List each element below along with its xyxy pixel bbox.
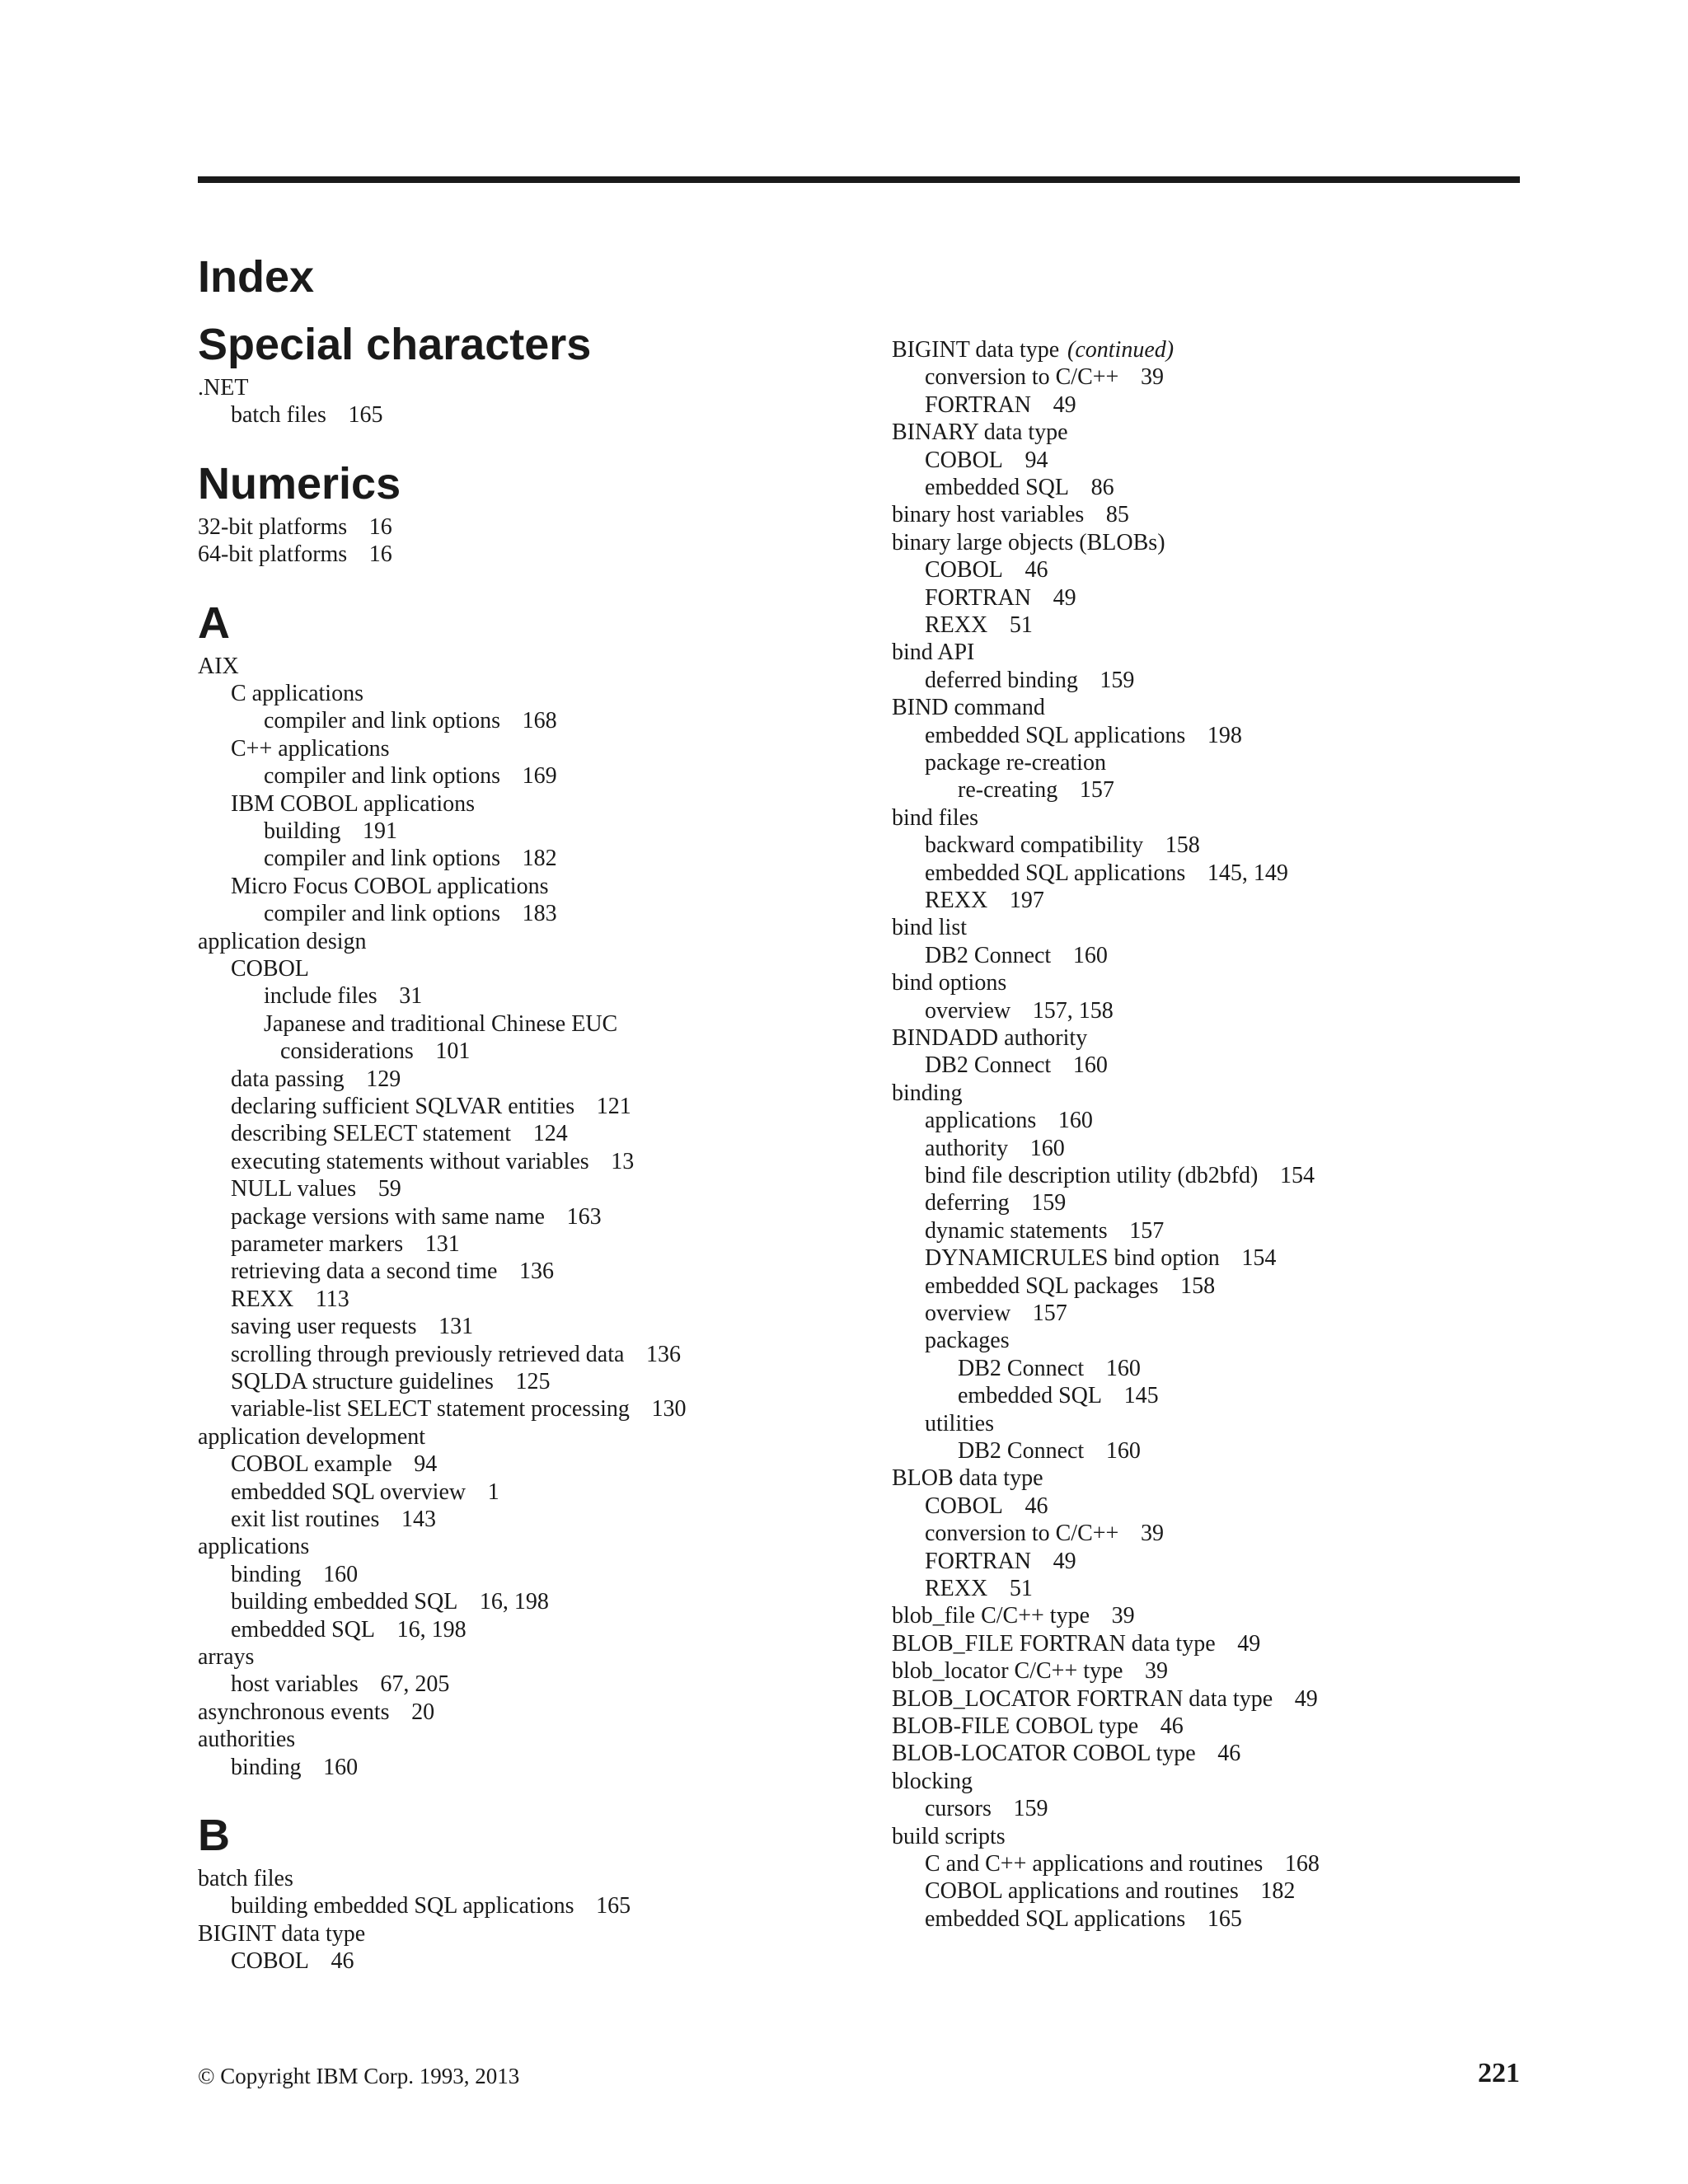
page-reference: 159 [1031,1190,1067,1216]
index-entry [892,1024,1087,1052]
index-entry [892,1630,1260,1658]
index-term: BIGINT data type [198,1920,366,1947]
page-reference: 158 [1180,1272,1216,1299]
index-subentry [925,1162,1315,1190]
index-term: .NET [198,375,249,401]
header-rule [198,176,1520,183]
index-subentry [280,1038,470,1066]
index-subentry [231,1148,634,1176]
index-term: compiler and link options [264,901,500,927]
index-term: REXX [925,1576,988,1601]
page-reference: 20 [411,1699,435,1725]
index-term: embedded SQL applications [925,860,1186,886]
index-subentry [925,1905,1242,1933]
index-term: bind list [892,915,968,941]
page-reference: 131 [424,1231,460,1257]
index-subentry [925,447,1048,475]
index-subentry [231,1671,449,1699]
page-reference: 157 [1129,1217,1165,1244]
index-term: bind API [892,640,975,666]
index-subentry [231,1286,349,1314]
index-entry [892,501,1129,529]
page-reference: 59 [377,1176,401,1202]
index-term: DB2 Connect [925,942,1052,968]
index-term: FORTRAN [925,391,1032,418]
index-entry [198,928,367,956]
page-reference: 136 [646,1341,682,1367]
index-subentry [925,1217,1164,1245]
index-subentry [925,1052,1108,1080]
index-term: building [264,818,341,844]
index-term: executing statements without variables [231,1148,589,1174]
index-entry [892,336,1174,364]
section-heading: A [198,598,230,648]
page-reference: 160 [1057,1108,1093,1134]
page-reference: 46 [1025,557,1048,583]
page-reference: 130 [651,1396,687,1422]
index-term: DB2 Connect [925,1052,1052,1079]
page-reference: 160 [1105,1438,1141,1464]
index-term: authorities [198,1727,296,1753]
index-entry [198,513,392,541]
page-reference: 39 [1111,1603,1135,1629]
index-term: scrolling through previously retrieved data [231,1341,625,1367]
index-subentry [925,1520,1164,1548]
page-reference: 182 [1260,1878,1296,1905]
index-entry [892,914,967,942]
index-term: embedded SQL [925,475,1069,500]
index-subentry [264,845,557,873]
index-subentry [264,818,397,846]
index-entry [892,639,974,667]
index-subentry [925,556,1048,584]
index-subentry [231,1892,631,1920]
index-subentry [231,1341,681,1369]
page-reference: 160 [323,1754,359,1780]
index-term: DB2 Connect [958,1438,1085,1464]
page-reference: 49 [1053,584,1076,611]
index-subentry [264,1010,617,1038]
index-term: build scripts [892,1823,1006,1849]
page-reference: 131 [438,1314,474,1340]
index-entry [198,1920,365,1948]
page-reference: 154 [1241,1245,1277,1272]
index-term: embedded SQL overview [231,1479,467,1505]
index-term: Japanese and traditional Chinese EUC [264,1010,618,1037]
index-term: bind options [892,970,1007,996]
index-entry [892,1080,963,1108]
index-subentry [264,900,557,928]
page-reference: 51 [1009,612,1033,638]
page-reference: 16 [368,541,392,568]
index-entry [198,653,239,681]
page-reference: 160 [1072,942,1108,968]
page-reference: 165 [348,402,383,429]
index-term: compiler and link options [264,846,500,872]
index-term: embedded SQL [231,1616,375,1643]
index-term: exit list routines [231,1507,380,1532]
page-reference: 143 [401,1507,437,1532]
page-reference: 121 [596,1094,631,1119]
section-heading: Numerics [198,458,401,509]
index-term: declaring sufficient SQLVAR entities [231,1094,575,1119]
index-term: application development [198,1423,426,1450]
page-reference: 125 [515,1369,551,1394]
index-subentry [925,1850,1320,1878]
index-term: deferring [925,1190,1010,1216]
index-subentry [925,363,1164,391]
page-reference: 168 [1284,1851,1320,1877]
page-reference: 39 [1145,1658,1169,1685]
page-reference: 198 [1207,722,1242,748]
index-subentry [925,887,1044,915]
index-subentry [231,1588,549,1616]
index-term: data passing [231,1066,345,1092]
index-term: embedded SQL [958,1383,1102,1409]
index-term: considerations [280,1038,414,1065]
page-reference: 67, 205 [380,1671,450,1698]
page-reference: 158 [1165,832,1200,859]
page-reference: 49 [1237,1630,1261,1657]
page-reference: 165 [1207,1905,1242,1932]
index-term: COBOL example [231,1451,392,1478]
index-entry [892,969,1006,997]
index-term: COBOL [231,1948,309,1975]
index-term: backward compatibility [925,832,1144,859]
index-entry [198,1726,295,1754]
page-reference: 13 [611,1148,635,1174]
index-subentry [925,997,1114,1025]
index-term: binary large objects (BLOBs) [892,529,1165,555]
index-term: blob_locator C/C++ type [892,1658,1123,1685]
index-subentry [231,1451,437,1479]
index-term: overview [925,1301,1011,1326]
index-subentry [231,680,363,708]
page-reference: 46 [1160,1713,1184,1739]
index-term: BLOB_FILE FORTRAN data type [892,1630,1216,1657]
index-term: parameter markers [231,1231,404,1257]
page-reference: 1 [487,1479,499,1505]
index-term: packages [925,1328,1010,1354]
index-subentry [231,873,548,901]
index-term: applications [925,1108,1037,1134]
index-term: BLOB-LOCATOR COBOL type [892,1741,1196,1767]
index-term: dynamic statements [925,1217,1108,1244]
page-reference: 163 [566,1203,602,1230]
index-subentry [231,1754,358,1782]
page-reference: 157 [1079,777,1114,804]
page-reference: 46 [331,1948,354,1975]
index-term: compiler and link options [264,708,500,734]
index-term: AIX [198,653,239,679]
index-term: arrays [198,1644,255,1670]
index-term: blob_file C/C++ type [892,1603,1090,1629]
page-reference: 160 [1105,1355,1141,1381]
index-term: embedded SQL applications [925,1905,1186,1932]
index-term: 64-bit platforms [198,541,348,568]
index-entry [198,1865,293,1893]
index-subentry [231,1368,550,1396]
index-subentry [958,1355,1141,1383]
index-subentry [231,1395,687,1423]
index-subentry [925,860,1288,888]
index-entry [198,374,248,402]
section-heading: Special characters [198,320,592,369]
index-term: COBOL [231,956,309,982]
index-term: conversion to C/C++ [925,364,1119,391]
index-subentry [925,722,1242,750]
index-subentry [925,1135,1065,1163]
index-entry [198,1423,425,1451]
index-subentry [925,612,1033,640]
index-term: REXX [925,612,988,638]
page-number: 221 [1478,2058,1520,2088]
index-subentry [958,776,1114,804]
page-reference: 49 [1053,1548,1076,1574]
index-subentry [925,1877,1295,1905]
index-subentry [925,1244,1276,1272]
index-subentry [925,667,1134,695]
index-subentry [925,1575,1033,1603]
index-subentry [231,1175,401,1203]
page-reference: 169 [522,763,557,790]
index-term: cursors [925,1796,992,1822]
index-subentry [231,1203,602,1231]
index-term: batch files [198,1866,293,1891]
page-reference: 197 [1009,888,1044,913]
index-subentry [231,1479,499,1507]
index-term: COBOL [925,557,1003,583]
page-reference: 101 [435,1038,471,1065]
index-term: DYNAMICRULES bind option [925,1245,1220,1272]
index-term: BIGINT data type [892,337,1060,363]
index-entry [198,1643,254,1671]
index-subentry [925,1107,1093,1135]
index-term: binding [231,1561,302,1587]
page-reference: 165 [596,1893,631,1919]
index-term: Micro Focus COBOL applications [231,873,549,899]
index-term: NULL values [231,1176,357,1202]
page-reference: 160 [1029,1135,1065,1161]
continued-note: (continued) [1067,337,1175,363]
index-entry [198,1699,434,1727]
index-term: C applications [231,681,363,706]
index-term: FORTRAN [925,584,1032,611]
page-reference: 16 [368,513,392,540]
index-term: DB2 Connect [958,1355,1085,1381]
index-term: authority [925,1135,1009,1161]
page-reference: 113 [315,1286,349,1312]
index-term: blocking [892,1768,973,1794]
index-entry [892,804,978,832]
index-entry [198,1533,309,1561]
index-term: utilities [925,1410,994,1436]
index-term: include files [264,983,377,1010]
index-term: COBOL [925,1493,1003,1519]
index-entry [892,1602,1135,1630]
page-reference: 160 [1072,1052,1108,1079]
index-term: binary host variables [892,502,1085,528]
page-reference: 39 [1140,364,1164,391]
page-reference: 49 [1294,1685,1318,1712]
index-entry [892,1823,1006,1851]
index-subentry [231,735,390,763]
index-term: 32-bit platforms [198,513,348,540]
page-reference: 159 [1013,1796,1048,1822]
index-subentry [925,832,1200,860]
index-term: bind files [892,804,978,831]
index-term: binding [231,1754,302,1780]
index-subentry [925,1493,1048,1521]
index-term: BINARY data type [892,419,1068,446]
index-subentry [925,1795,1048,1823]
page-reference: 183 [522,901,557,927]
page-reference: 39 [1140,1521,1164,1547]
page-reference: 160 [323,1561,359,1587]
index-term: BLOB-FILE COBOL type [892,1713,1139,1739]
page-reference: 145 [1123,1383,1159,1409]
index-term: bind file description utility (db2bfd) [925,1163,1259,1188]
index-term: retrieving data a second time [231,1258,498,1285]
index-subentry [231,1313,473,1341]
index-entry [892,1713,1184,1741]
index-term: saving user requests [231,1314,417,1340]
page-reference: 157 [1032,1301,1067,1326]
index-term: C++ applications [231,735,390,762]
index-subentry [264,982,422,1010]
index-entry [892,1465,1043,1493]
index-term: SQLDA structure guidelines [231,1369,494,1394]
index-term: describing SELECT statement [231,1121,512,1147]
index-subentry [925,1272,1215,1301]
index-subentry [231,1093,631,1121]
index-entry [892,1768,973,1796]
index-term: overview [925,997,1011,1024]
index-term: BLOB_LOCATOR FORTRAN data type [892,1685,1273,1712]
index-entry [892,694,1045,722]
index-term: REXX [925,888,988,913]
index-term: applications [198,1534,310,1560]
index-subentry [925,474,1114,502]
page-reference: 49 [1053,391,1076,418]
index-term: conversion to C/C++ [925,1521,1119,1547]
page-reference: 86 [1090,475,1114,500]
page-reference: 46 [1025,1493,1048,1519]
page-reference: 168 [522,708,557,734]
index-subentry [231,955,309,983]
index-subentry [231,1506,436,1534]
page-reference: 136 [519,1258,555,1285]
page-reference: 16, 198 [479,1589,549,1615]
index-subentry [958,1437,1141,1465]
index-subentry [231,1258,554,1286]
index-subentry [231,1561,358,1589]
index-subentry [925,1410,994,1438]
index-subentry [231,1947,354,1975]
index-subentry [925,1327,1010,1355]
index-term: COBOL [925,447,1003,473]
page-reference: 85 [1105,502,1129,528]
index-subentry [231,1616,467,1644]
page-reference: 154 [1279,1163,1315,1188]
index-term: re-creating [958,777,1058,804]
index-term: BIND command [892,695,1045,721]
index-subentry [264,707,557,735]
page-reference: 31 [399,983,423,1010]
page-reference: 129 [366,1066,401,1092]
page-reference: 94 [414,1451,438,1478]
index-subentry [925,749,1106,777]
index-entry [892,1740,1240,1768]
index-term: package re-creation [925,750,1106,776]
index-term: embedded SQL packages [925,1272,1159,1299]
index-subentry [925,1189,1066,1217]
index-entry [198,541,392,569]
section-heading: B [198,1811,230,1860]
index-term: BLOB data type [892,1465,1043,1492]
index-subentry [231,1066,401,1094]
index-term: compiler and link options [264,763,500,790]
page-reference: 16, 198 [396,1616,467,1643]
page-reference: 145, 149 [1207,860,1288,886]
index-term: asynchronous events [198,1699,390,1725]
index-subentry [925,1548,1076,1576]
index-entry [892,529,1165,557]
index-subentry [925,1300,1067,1328]
index-term: batch files [231,402,326,429]
index-term: package versions with same name [231,1203,545,1230]
index-term: embedded SQL applications [925,722,1186,748]
page-reference: 94 [1025,447,1048,473]
page-reference: 159 [1100,667,1135,693]
index-term: C and C++ applications and routines [925,1851,1264,1877]
index-subentry [958,1382,1159,1410]
index-subentry [925,391,1076,419]
index-term: building embedded SQL applications [231,1893,574,1919]
page-reference: 124 [532,1121,568,1147]
index-term: binding [892,1080,963,1106]
page-reference: 51 [1009,1576,1033,1601]
index-entry [892,419,1068,447]
index-subentry [925,942,1108,970]
index-term: IBM COBOL applications [231,790,476,817]
index-term: FORTRAN [925,1548,1032,1574]
page-reference: 182 [522,846,557,872]
index-subentry [231,790,475,818]
index-term: application design [198,928,367,954]
index-term: building embedded SQL [231,1589,458,1615]
index-term: variable-list SELECT statement processing [231,1396,630,1422]
page-title: Index [198,252,315,302]
index-entry [892,1657,1168,1685]
page-reference: 46 [1217,1741,1241,1767]
index-subentry [264,762,557,790]
index-subentry [231,1230,460,1258]
index-entry [892,1685,1318,1713]
index-term: REXX [231,1286,294,1312]
page-reference: 191 [362,818,397,844]
index-subentry [925,584,1076,612]
page-reference: 157, 158 [1032,997,1114,1024]
index-subentry [231,1120,568,1148]
index-term: host variables [231,1671,359,1698]
index-subentry [231,401,382,429]
footer-copyright: © Copyright IBM Corp. 1993, 2013 [198,2064,520,2088]
index-term: COBOL applications and routines [925,1878,1239,1905]
index-term: deferred binding [925,667,1078,693]
index-term: BINDADD authority [892,1025,1088,1051]
